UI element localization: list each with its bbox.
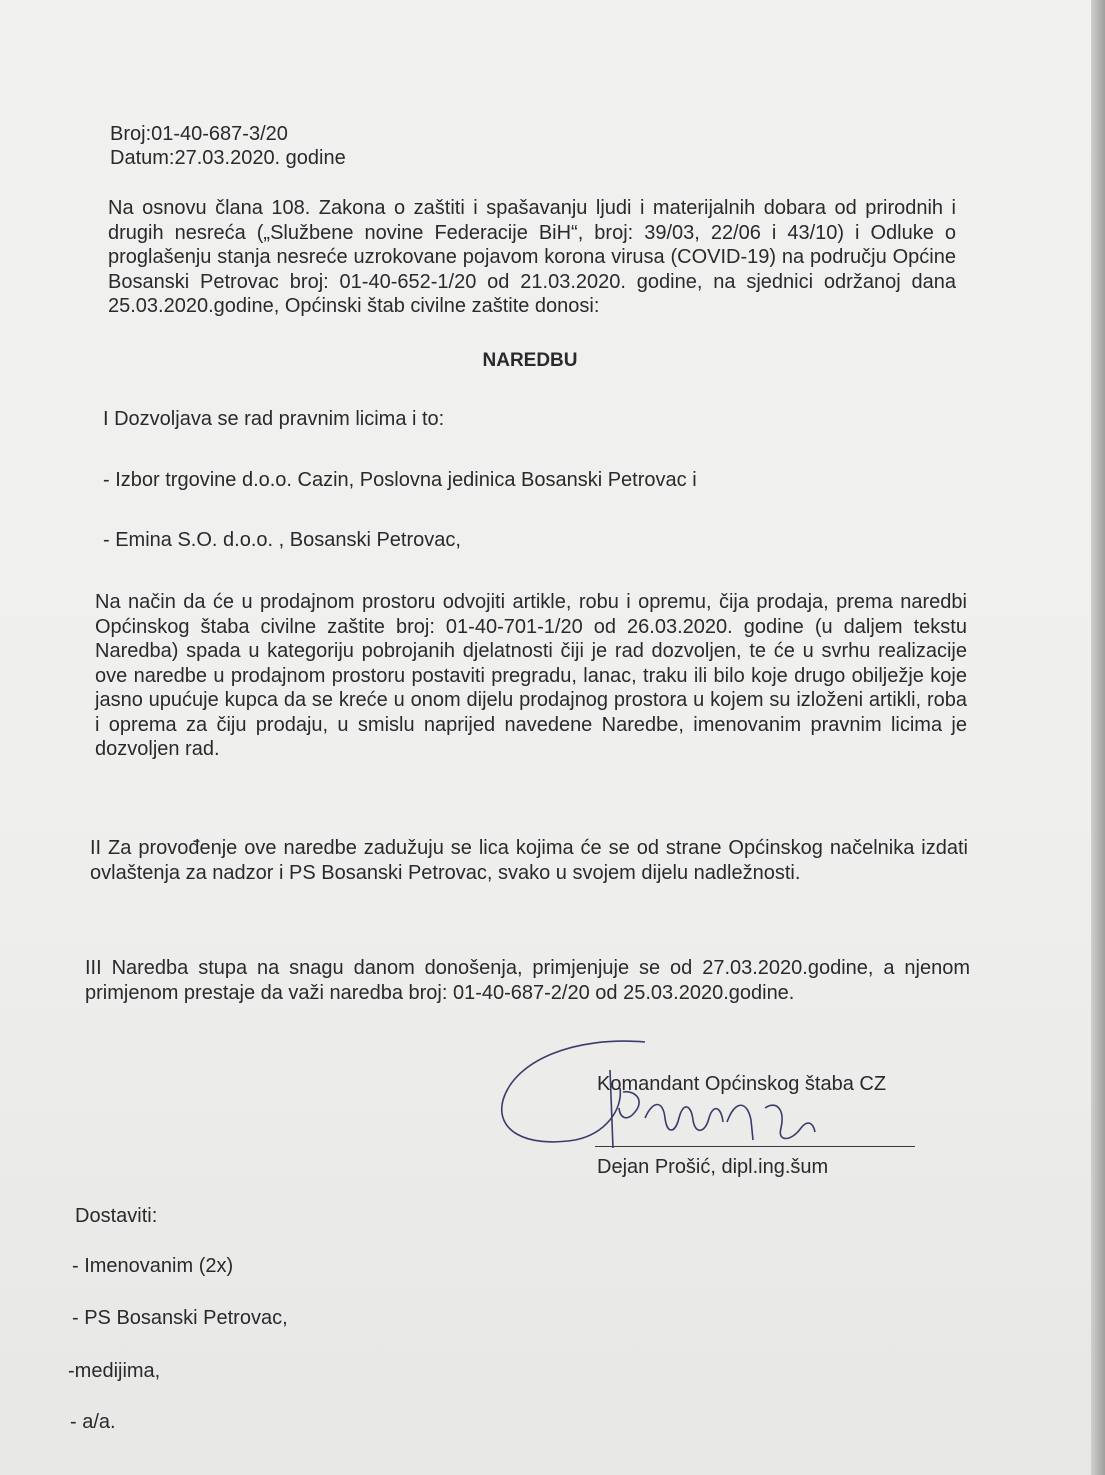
paper-edge-shadow: [1091, 0, 1105, 1475]
preamble-paragraph: Na osnovu člana 108. Zakona o zaštiti i spašavanju ljudi i materijalnih dobara od prirodnih i drugih nesreća („Službene novine Federacije BiH“, broj: 39/03, 22/06 i 43/10) i Odluke o proglašenju stanja nesreće uzrokovane pojavom korona virusa (COVID-19) na području Općine Bosanski Petrovac broj: 01-40-652-1/20 od 21.03.2020. godine, na sjednici održanoj dana 25.03.2020.godine, Općinski štab civilne zaštite donosi:: [108, 197, 956, 317]
distribution-heading: Dostaviti:: [75, 1205, 158, 1227]
section-i-body: Na način da će u prodajnom prostoru odvojiti artikle, robu i opremu, čija prodaja, prema naredbi Općinskog štaba civilne zaštite broj: 01-40-701-1/20 od 26.03.2020. godine (u daljem tekstu Naredba) spada u kategoriju pobrojanih djelatnosti čiji je rad dozvoljen, te će u svrhu realizacije ove naredbe u prodajnom prostoru postaviti pregradu, lanac, traku ili bilo koje drugo obilježje koje jasno upućuje kupca da se kreće u onom dijelu prodajnog prostora u kojem su izloženi artikli, roba i oprema za čiju prodaju, u smislu naprijed navedene Naredbe, imenovanim pravnim licima je dozvoljen rad.: [95, 591, 967, 760]
section-iii-paragraph: III Naredba stupa na snagu danom donošenja, primjenjuje se od 27.03.2020.godine, a njenom primjenom prestaje da važi naredba broj: 01-40-687-2/20 od 25.03.2020.godine.: [85, 957, 970, 1004]
list-item-company-2: - Emina S.O. d.o.o. , Bosanski Petrovac,: [103, 529, 461, 551]
signatory-role: Komandant Općinskog štaba CZ: [597, 1073, 887, 1095]
distribution-item: - PS Bosanski Petrovac,: [72, 1307, 288, 1329]
section-i-intro: I Dozvoljava se rad pravnim licima i to:: [103, 408, 445, 430]
signatory-name: Dejan Prošić, dipl.ing.šum: [597, 1156, 829, 1178]
section-ii-paragraph: II Za provođenje ove naredbe zadužuju se lica kojima će se od strane Općinskog načelnika izdati ovlaštenja za nadzor i PS Bosanski Petrovac, svako u svojem dijelu nadležnosti.: [90, 837, 968, 884]
distribution-item: -medijima,: [68, 1360, 161, 1382]
document-title: NAREDBU: [482, 350, 578, 371]
document-number: Broj:01-40-687-3/20: [110, 123, 288, 145]
signature-line: [595, 1146, 915, 1147]
distribution-item: - Imenovanim (2x): [72, 1255, 234, 1277]
list-item-company-1: - Izbor trgovine d.o.o. Cazin, Poslovna jedinica Bosanski Petrovac i: [103, 469, 697, 491]
distribution-item: - a/a.: [70, 1411, 116, 1433]
document-date: Datum:27.03.2020. godine: [110, 147, 346, 169]
